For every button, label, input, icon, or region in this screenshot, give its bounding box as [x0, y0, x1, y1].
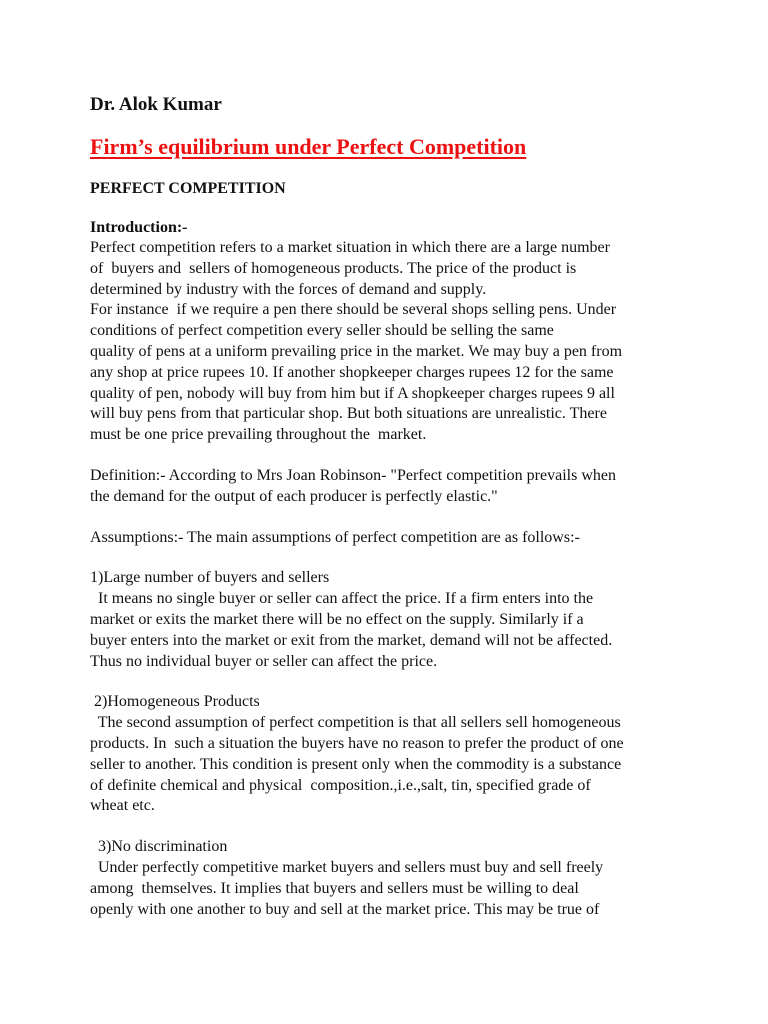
- text-line: among themselves. It implies that buyers and sellers must be willing to deal: [90, 879, 579, 897]
- definition-paragraph: [90, 466, 690, 508]
- text-line: of definite chemical and physical composition.,i.e.,salt, tin, specified grade of: [90, 776, 591, 794]
- assumption-1-paragraph: [90, 568, 690, 672]
- text-line: Perfect competition refers to a market situation in which there are a large number: [90, 239, 610, 256]
- text-line: must be one price prevailing throughout the market.: [90, 426, 427, 444]
- text-line: quality of pen, nobody will buy from him but if A shopkeeper charges rupees 9 all: [90, 384, 615, 402]
- text-line: quality of pens at a uniform prevailing price in the market. We may buy a pen from: [90, 342, 623, 360]
- intro-paragraph: [90, 238, 690, 446]
- text-line: The second assumption of perfect competition is that all sellers sell homogeneous: [90, 714, 621, 732]
- text-line: buyer enters into the market or exit from the market, demand will not be affected.: [90, 631, 613, 649]
- section-heading: PERFECT COMPETITION: [90, 180, 286, 197]
- text-line: wheat etc.: [90, 797, 155, 815]
- text-line: openly with one another to buy and sell at the market price. This may be true of: [90, 900, 600, 918]
- assumption-2-paragraph: [90, 692, 690, 817]
- text-line: Assumptions:- The main assumptions of perfect competition are as follows:-: [90, 528, 580, 546]
- assumptions-intro-paragraph: [90, 528, 690, 549]
- text-line: For instance if we require a pen there should be several shops selling pens. Under: [90, 301, 617, 319]
- text-line: seller to another. This condition is present only when the commodity is a substance: [90, 755, 622, 773]
- text-line: Definition:- According to Mrs Joan Robinson- "Perfect competition prevails when: [90, 466, 616, 484]
- text-line: 2)Homogeneous Products: [90, 693, 260, 711]
- text-line: will buy pens from that particular shop. But both situations are unrealistic. There: [90, 405, 607, 423]
- text-line: of buyers and sellers of homogeneous products. The price of the product is: [90, 259, 577, 277]
- text-line: conditions of perfect competition every seller should be selling the same: [90, 322, 554, 340]
- text-line: 3)No discrimination: [90, 838, 228, 856]
- document-title: Firm’s equilibrium under Perfect Competition: [90, 134, 527, 159]
- text-line: the demand for the output of each producer is perfectly elastic.": [90, 487, 498, 505]
- text-line: Under perfectly competitive market buyers and sellers must buy and sell freely: [90, 858, 604, 876]
- assumption-3-paragraph: [90, 837, 690, 920]
- text-line: determined by industry with the forces of demand and supply.: [90, 280, 487, 298]
- author-name: Dr. Alok Kumar: [90, 94, 222, 115]
- document-page: [90, 92, 690, 920]
- text-line: Thus no individual buyer or seller can affect the price.: [90, 652, 438, 670]
- text-line: products. In such a situation the buyers have no reason to prefer the product of one: [90, 734, 624, 752]
- text-line: It means no single buyer or seller can affect the price. If a firm enters into the: [90, 590, 594, 608]
- text-line: market or exits the market there will be no effect on the supply. Similarly if a: [90, 610, 584, 628]
- text-line: 1)Large number of buyers and sellers: [90, 569, 330, 587]
- intro-heading: Introduction:-: [90, 219, 188, 236]
- text-line: any shop at price rupees 10. If another shopkeeper charges rupees 12 for the same: [90, 363, 614, 381]
